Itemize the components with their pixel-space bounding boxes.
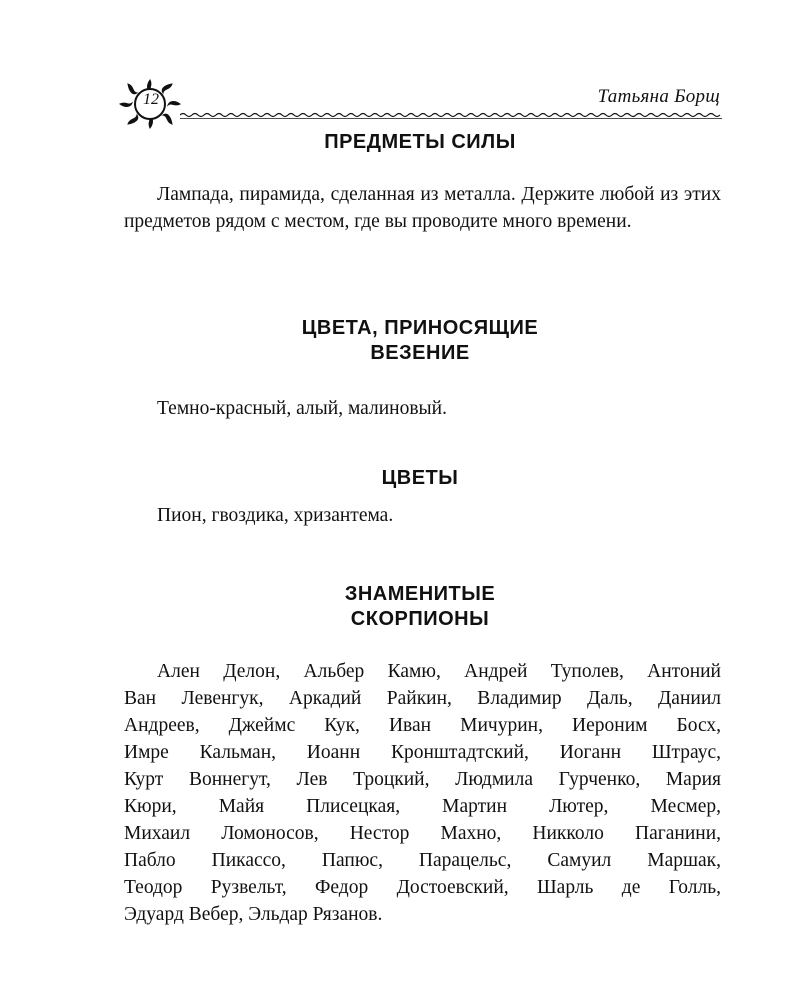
- heading-line: СКОРПИОНЫ: [350, 608, 490, 630]
- section-heading-flowers: ЦВЕТЫ: [381, 467, 459, 489]
- section-heading-power-items: ПРЕДМЕТЫ СИЛЫ: [324, 131, 516, 153]
- page-header: [118, 70, 722, 130]
- heading-line: ЗНАМЕНИТЫЕ: [344, 583, 496, 605]
- text-line: Теодор Рузвельт, Федор Достоевский, Шарль де Голль,: [124, 877, 721, 898]
- text-line: Михаил Ломоносов, Нестор Махно, Никколо Паганини,: [124, 823, 721, 844]
- text-line: Имре Кальман, Иоанн Кронштадтский, Иоганн Штраус,: [124, 742, 721, 763]
- heading-line: ВЕЗЕНИЕ: [370, 342, 470, 364]
- running-title: Татьяна Борщ: [597, 86, 720, 107]
- text-line: Пабло Пикассо, Папюс, Парацельс, Самуил Маршак,: [124, 850, 721, 871]
- section-heading-lucky-colors: [180, 316, 660, 366]
- header-wavy-rule: [180, 112, 722, 120]
- text-line: Андреев, Джеймс Кук, Иван Мичурин, Иероним Босх,: [124, 715, 721, 736]
- text-line: Ван Левенгук, Аркадий Райкин, Владимир Даль, Даниил: [124, 688, 721, 709]
- page-number: 12: [143, 91, 159, 108]
- text-line: Ален Делон, Альбер Камю, Андрей Туполев, Антоний: [157, 661, 721, 682]
- lucky-colors-text: Темно-красный, алый, малиновый.: [157, 398, 447, 419]
- text-line: Курт Воннегут, Лев Троцкий, Людмила Гурченко, Мария: [124, 769, 721, 790]
- power-items-text: Лампада, пирамида, сделанная из металла. Держите любой из этих предметов рядом с местом, где вы проводите много времени.: [124, 184, 721, 232]
- text-line: Эдуард Вебер, Эльдар Рязанов.: [124, 904, 383, 925]
- flowers-text: Пион, гвоздика, хризантема.: [157, 505, 394, 526]
- section-heading-famous: [180, 582, 660, 632]
- text-line: Кюри, Майя Плисецкая, Мартин Лютер, Месмер,: [124, 796, 721, 817]
- heading-line: ЦВЕТА, ПРИНОСЯЩИЕ: [301, 317, 539, 339]
